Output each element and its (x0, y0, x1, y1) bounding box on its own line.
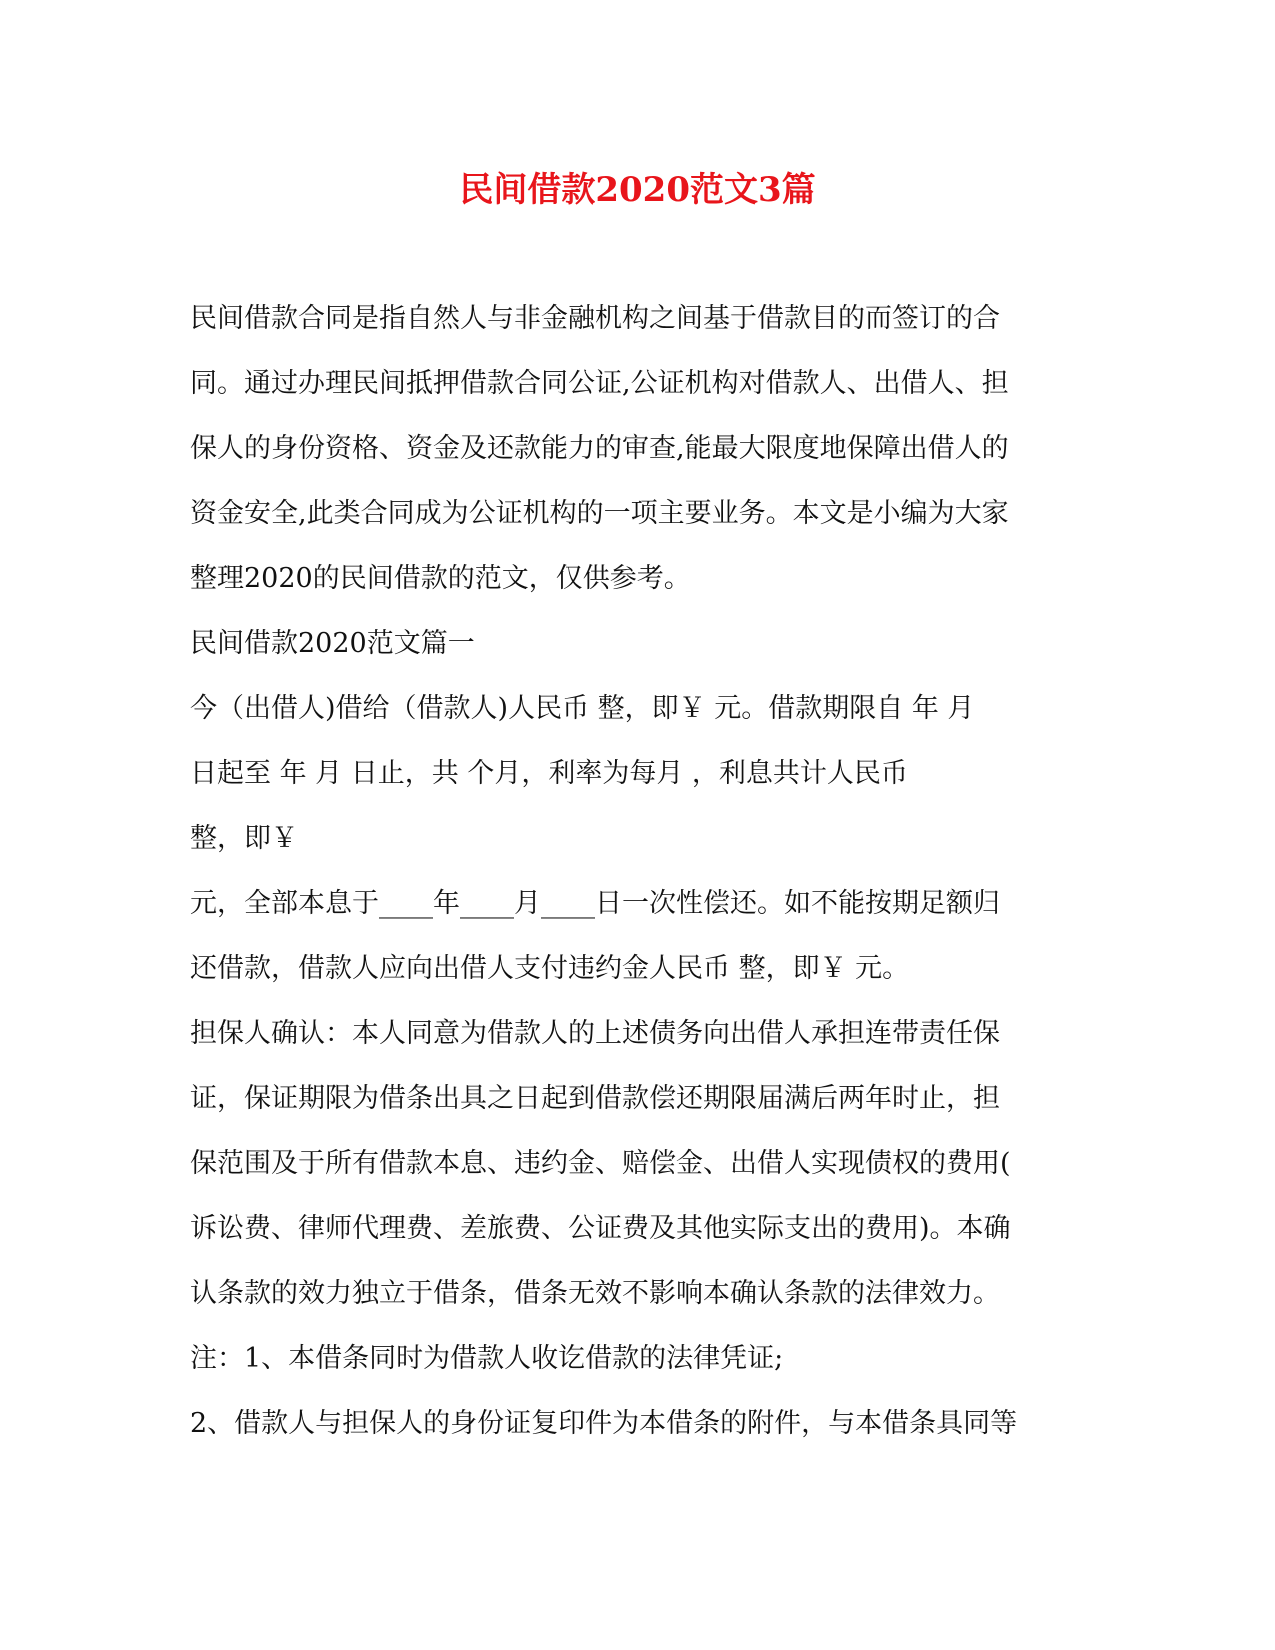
body-line: 2、借款人与担保人的身份证复印件为本借条的附件，与本借条具同等 (190, 1408, 1018, 1439)
body-line: 资金安全,此类合同成为公证机构的一项主要业务。本文是小编为大家 (190, 498, 1009, 529)
body-line: 诉讼费、律师代理费、差旅费、公证费及其他实际支出的费用)。本确 (190, 1213, 1011, 1244)
body-line: 还借款，借款人应向出借人支付违约金人民币 整，即￥ 元。 (190, 953, 910, 984)
body-line: 同。通过办理民间抵押借款合同公证,公证机构对借款人、出借人、担 (190, 368, 1009, 399)
body-line: 民间借款合同是指自然人与非金融机构之间基于借款目的而签订的合 (190, 303, 1000, 334)
section-heading: 民间借款2020范文篇一 (190, 628, 475, 659)
body-line: 保范围及于所有借款本息、违约金、赔偿金、出借人实现债权的费用( (190, 1148, 1011, 1179)
document-body (190, 286, 1080, 1456)
body-line: 日起至 年 月 日止，共 个月，利率为每月 ，利息共计人民币 (190, 758, 908, 789)
body-line: 认条款的效力独立于借条，借条无效不影响本确认条款的法律效力。 (190, 1278, 1000, 1309)
document-title: 民间借款2020范文3篇 (459, 170, 816, 210)
body-line: 证，保证期限为借条出具之日起到借款偿还期限届满后两年时止，担 (190, 1083, 1000, 1114)
body-line: 元，全部本息于____年____月____日一次性偿还。如不能按期足额归 (190, 888, 1000, 919)
body-line: 保人的身份资格、资金及还款能力的审查,能最大限度地保障出借人的 (190, 433, 1009, 464)
body-line: 注：1、本借条同时为借款人收讫借款的法律凭证; (190, 1343, 784, 1374)
body-line: 担保人确认：本人同意为借款人的上述债务向出借人承担连带责任保 (190, 1018, 1000, 1049)
body-line: 整，即￥ (190, 823, 298, 854)
body-line: 整理2020的民间借款的范文，仅供参考。 (190, 563, 691, 594)
body-line: 今（出借人)借给（借款人)人民币 整，即￥ 元。借款期限自 年 月 (190, 693, 975, 724)
